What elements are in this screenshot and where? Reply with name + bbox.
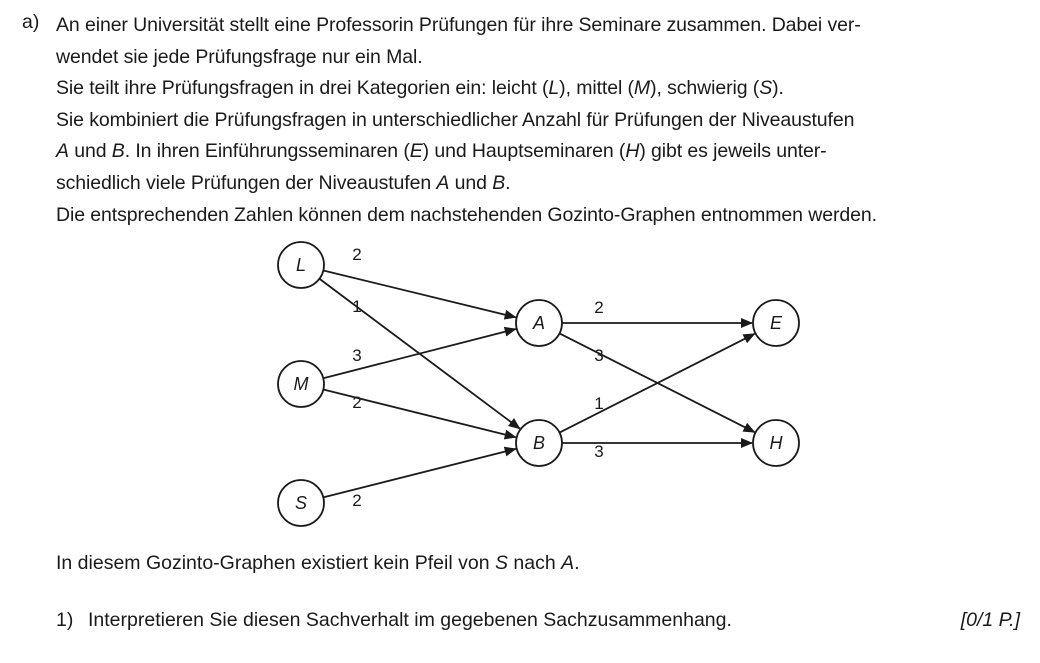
text-run: ) gibt es jeweils unter- bbox=[639, 140, 827, 163]
math-symbol: L bbox=[548, 77, 560, 100]
math-symbol: M bbox=[633, 77, 651, 100]
edge-weight-M-B: 2 bbox=[352, 393, 362, 412]
edge-weight-A-E: 2 bbox=[594, 298, 604, 317]
task-points: [0/1 P.] bbox=[960, 609, 1020, 631]
text-run: ), schwierig ( bbox=[650, 77, 760, 100]
node-label: E bbox=[769, 313, 783, 333]
node-L bbox=[278, 242, 324, 288]
text-run: . bbox=[505, 171, 511, 194]
edge-weight-B-E: 1 bbox=[594, 394, 604, 413]
task-1 bbox=[56, 608, 732, 632]
text-run: wendet sie jede Prüfungsfrage nur ein Mal. bbox=[56, 45, 423, 68]
text-run: und bbox=[449, 171, 493, 194]
text-run: ) und Hauptseminaren ( bbox=[422, 140, 626, 163]
node-label: H bbox=[769, 433, 783, 453]
task-text: Interpretieren Sie diesen Sachverhalt im gegebenen Sachzusammenhang. bbox=[88, 609, 732, 631]
edge-weight-B-H: 3 bbox=[594, 442, 604, 461]
text-run: . In ihren Einführungsseminaren ( bbox=[124, 140, 410, 163]
text-run: ), mittel ( bbox=[559, 77, 634, 100]
node-H bbox=[753, 420, 799, 466]
edge-weight-S-B: 2 bbox=[352, 491, 362, 510]
text-run: An einer Universität stellt eine Professorin Prüfungen für ihre Seminare zusammen. Dabei ver- bbox=[56, 14, 861, 36]
edge-weight-L-B: 1 bbox=[352, 297, 362, 316]
text-run: In diesem Gozinto-Graphen existiert kein Pfeil von bbox=[56, 552, 495, 574]
text-run: und bbox=[68, 140, 112, 163]
node-S bbox=[278, 480, 324, 526]
node-label: M bbox=[293, 374, 309, 394]
edge-weight-L-A: 2 bbox=[352, 245, 362, 264]
node-label: A bbox=[532, 313, 546, 333]
edge-weight-M-A: 3 bbox=[352, 346, 362, 365]
node-M bbox=[278, 361, 324, 407]
edge-weight-A-H: 3 bbox=[594, 346, 604, 365]
node-label: B bbox=[532, 433, 546, 453]
math-symbol: H bbox=[625, 140, 640, 163]
text-run: nach bbox=[507, 552, 562, 574]
math-symbol: A bbox=[56, 140, 69, 163]
text-run: Die entsprechenden Zahlen können dem nachstehenden Gozinto-Graphen entnommen werden. bbox=[56, 203, 877, 226]
graph-note bbox=[56, 551, 580, 575]
math-symbol: A bbox=[561, 552, 575, 574]
node-label: L bbox=[295, 255, 307, 275]
node-B bbox=[516, 420, 562, 466]
part-label: a) bbox=[22, 11, 40, 33]
math-symbol: S bbox=[759, 77, 773, 100]
node-A bbox=[516, 300, 562, 346]
math-symbol: A bbox=[436, 171, 450, 194]
text-run: Sie kombiniert die Prüfungsfragen in unterschiedlicher Anzahl für Prüfungen der Niveaustufen bbox=[56, 108, 855, 131]
text-run: ). bbox=[772, 77, 784, 100]
text-run: . bbox=[574, 552, 580, 574]
math-symbol: B bbox=[111, 140, 125, 163]
math-symbol: S bbox=[494, 552, 508, 574]
node-E bbox=[753, 300, 799, 346]
math-symbol: B bbox=[492, 171, 506, 194]
math-symbol: E bbox=[409, 140, 423, 163]
text-run: schiedlich viele Prüfungen der Niveaustufen bbox=[56, 171, 437, 194]
text-run: Sie teilt ihre Prüfungsfragen in drei Kategorien ein: leicht ( bbox=[56, 77, 549, 100]
task-number: 1) bbox=[56, 609, 74, 631]
node-label: S bbox=[294, 493, 308, 513]
